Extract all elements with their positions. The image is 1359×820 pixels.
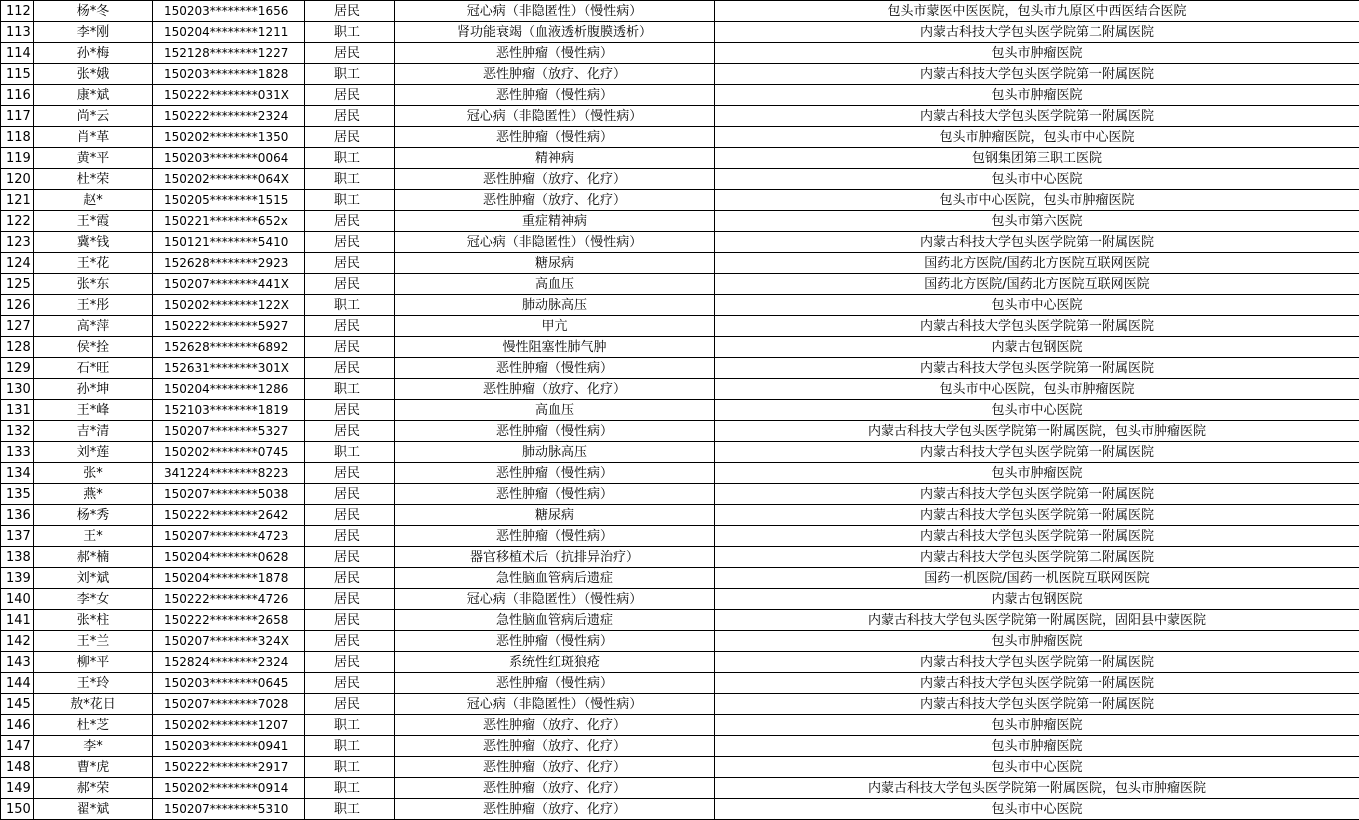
- hospital-cell: 包头市蒙医中医医院，包头市九原区中西医结合医院: [715, 1, 1359, 22]
- disease-cell: 冠心病（非隐匿性）（慢性病）: [395, 106, 715, 127]
- name-cell: 王*花: [34, 253, 153, 274]
- hospital-cell: 内蒙古科技大学包头医学院第一附属医院，包头市肿瘤医院: [715, 778, 1359, 799]
- table-row: [1, 400, 1359, 421]
- table-row: [1, 232, 1359, 253]
- id-number-cell: 150203********1828: [153, 64, 305, 85]
- row-number-cell: 131: [1, 400, 34, 421]
- id-number-cell: 150203********0645: [153, 673, 305, 694]
- id-number-cell: 150202********1207: [153, 715, 305, 736]
- hospital-cell: 内蒙古科技大学包头医学院第一附属医院: [715, 694, 1359, 715]
- id-number-cell: 150121********5410: [153, 232, 305, 253]
- row-number-cell: 150: [1, 799, 34, 820]
- name-cell: 石*旺: [34, 358, 153, 379]
- row-number-cell: 126: [1, 295, 34, 316]
- hospital-cell: 包头市中心医院: [715, 295, 1359, 316]
- table-row: [1, 379, 1359, 400]
- disease-cell: 恶性肿瘤（慢性病）: [395, 43, 715, 64]
- row-number-cell: 149: [1, 778, 34, 799]
- hospital-cell: 内蒙古科技大学包头医学院第一附属医院: [715, 232, 1359, 253]
- row-number-cell: 145: [1, 694, 34, 715]
- insured-type-cell: 居民: [305, 358, 395, 379]
- name-cell: 李*: [34, 736, 153, 757]
- table-row: [1, 85, 1359, 106]
- row-number-cell: 139: [1, 568, 34, 589]
- disease-cell: 恶性肿瘤（放疗、化疗）: [395, 736, 715, 757]
- row-number-cell: 144: [1, 673, 34, 694]
- insured-type-cell: 居民: [305, 232, 395, 253]
- name-cell: 高*萍: [34, 316, 153, 337]
- name-cell: 燕*: [34, 484, 153, 505]
- table-row: [1, 505, 1359, 526]
- disease-cell: 高血压: [395, 274, 715, 295]
- hospital-cell: 包头市第六医院: [715, 211, 1359, 232]
- insured-type-cell: 居民: [305, 400, 395, 421]
- row-number-cell: 134: [1, 463, 34, 484]
- name-cell: 郝*楠: [34, 547, 153, 568]
- table-row: [1, 106, 1359, 127]
- name-cell: 敖*花日: [34, 694, 153, 715]
- disease-cell: 慢性阻塞性肺气肿: [395, 337, 715, 358]
- table-row: [1, 43, 1359, 64]
- table-row: [1, 589, 1359, 610]
- name-cell: 张*: [34, 463, 153, 484]
- row-number-cell: 121: [1, 190, 34, 211]
- row-number-cell: 147: [1, 736, 34, 757]
- insured-type-cell: 职工: [305, 799, 395, 820]
- insured-type-cell: 职工: [305, 22, 395, 43]
- insured-type-cell: 职工: [305, 757, 395, 778]
- row-number-cell: 125: [1, 274, 34, 295]
- table-row: [1, 715, 1359, 736]
- name-cell: 王*兰: [34, 631, 153, 652]
- insured-type-cell: 居民: [305, 631, 395, 652]
- insured-type-cell: 居民: [305, 568, 395, 589]
- table-row: [1, 358, 1359, 379]
- hospital-cell: 内蒙古科技大学包头医学院第一附属医院: [715, 106, 1359, 127]
- name-cell: 王*峰: [34, 400, 153, 421]
- table-row: [1, 253, 1359, 274]
- disease-cell: 恶性肿瘤（慢性病）: [395, 127, 715, 148]
- name-cell: 王*彤: [34, 295, 153, 316]
- name-cell: 刘*斌: [34, 568, 153, 589]
- hospital-cell: 内蒙古科技大学包头医学院第一附属医院: [715, 64, 1359, 85]
- disease-cell: 恶性肿瘤（放疗、化疗）: [395, 799, 715, 820]
- disease-cell: 冠心病（非隐匿性）（慢性病）: [395, 232, 715, 253]
- table-row: [1, 190, 1359, 211]
- hospital-cell: 包头市肿瘤医院，包头市中心医院: [715, 127, 1359, 148]
- row-number-cell: 143: [1, 652, 34, 673]
- insured-type-cell: 居民: [305, 421, 395, 442]
- hospital-cell: 包钢集团第三职工医院: [715, 148, 1359, 169]
- row-number-cell: 138: [1, 547, 34, 568]
- hospital-cell: 包头市肿瘤医院: [715, 736, 1359, 757]
- disease-cell: 冠心病（非隐匿性）（慢性病）: [395, 694, 715, 715]
- name-cell: 黄*平: [34, 148, 153, 169]
- insured-type-cell: 居民: [305, 484, 395, 505]
- hospital-cell: 包头市肿瘤医院: [715, 715, 1359, 736]
- disease-cell: 高血压: [395, 400, 715, 421]
- row-number-cell: 140: [1, 589, 34, 610]
- hospital-cell: 国药北方医院/国药北方医院互联网医院: [715, 253, 1359, 274]
- insured-type-cell: 职工: [305, 169, 395, 190]
- row-number-cell: 142: [1, 631, 34, 652]
- insured-type-cell: 职工: [305, 64, 395, 85]
- insured-type-cell: 职工: [305, 148, 395, 169]
- id-number-cell: 150204********0628: [153, 547, 305, 568]
- table-row: [1, 547, 1359, 568]
- disease-cell: 冠心病（非隐匿性）（慢性病）: [395, 589, 715, 610]
- table-row: [1, 295, 1359, 316]
- name-cell: 李*女: [34, 589, 153, 610]
- disease-cell: 肺动脉高压: [395, 295, 715, 316]
- id-number-cell: 150222********2658: [153, 610, 305, 631]
- table-row: [1, 22, 1359, 43]
- id-number-cell: 150205********1515: [153, 190, 305, 211]
- table-row: [1, 1, 1359, 22]
- disease-cell: 恶性肿瘤（慢性病）: [395, 631, 715, 652]
- insured-type-cell: 居民: [305, 610, 395, 631]
- id-number-cell: 150207********5038: [153, 484, 305, 505]
- record-table-body: [1, 1, 1359, 820]
- disease-cell: 急性脑血管病后遗症: [395, 610, 715, 631]
- row-number-cell: 115: [1, 64, 34, 85]
- name-cell: 张*娥: [34, 64, 153, 85]
- row-number-cell: 141: [1, 610, 34, 631]
- insured-type-cell: 居民: [305, 694, 395, 715]
- id-number-cell: 150207********5310: [153, 799, 305, 820]
- disease-cell: 恶性肿瘤（慢性病）: [395, 526, 715, 547]
- hospital-cell: 包头市肿瘤医院: [715, 463, 1359, 484]
- id-number-cell: 150202********122X: [153, 295, 305, 316]
- id-number-cell: 150203********1656: [153, 1, 305, 22]
- id-number-cell: 150222********031X: [153, 85, 305, 106]
- disease-cell: 系统性红斑狼疮: [395, 652, 715, 673]
- name-cell: 冀*钱: [34, 232, 153, 253]
- table-row: [1, 169, 1359, 190]
- name-cell: 康*斌: [34, 85, 153, 106]
- disease-cell: 恶性肿瘤（放疗、化疗）: [395, 757, 715, 778]
- disease-cell: 恶性肿瘤（慢性病）: [395, 421, 715, 442]
- insured-type-cell: 居民: [305, 337, 395, 358]
- id-number-cell: 150202********064X: [153, 169, 305, 190]
- id-number-cell: 150204********1878: [153, 568, 305, 589]
- id-number-cell: 150203********0941: [153, 736, 305, 757]
- name-cell: 杜*荣: [34, 169, 153, 190]
- table-row: [1, 211, 1359, 232]
- name-cell: 张*柱: [34, 610, 153, 631]
- insured-type-cell: 职工: [305, 190, 395, 211]
- row-number-cell: 148: [1, 757, 34, 778]
- insured-type-cell: 居民: [305, 589, 395, 610]
- hospital-cell: 内蒙古科技大学包头医学院第一附属医院: [715, 505, 1359, 526]
- table-row: [1, 442, 1359, 463]
- insured-type-cell: 居民: [305, 505, 395, 526]
- table-row: [1, 652, 1359, 673]
- name-cell: 郝*荣: [34, 778, 153, 799]
- row-number-cell: 120: [1, 169, 34, 190]
- disease-cell: 冠心病（非隐匿性）（慢性病）: [395, 1, 715, 22]
- name-cell: 王*玲: [34, 673, 153, 694]
- id-number-cell: 150222********5927: [153, 316, 305, 337]
- name-cell: 刘*莲: [34, 442, 153, 463]
- insured-type-cell: 居民: [305, 274, 395, 295]
- hospital-cell: 内蒙古科技大学包头医学院第一附属医院: [715, 358, 1359, 379]
- table-row: [1, 799, 1359, 820]
- disease-cell: 恶性肿瘤（放疗、化疗）: [395, 778, 715, 799]
- name-cell: 张*东: [34, 274, 153, 295]
- name-cell: 李*刚: [34, 22, 153, 43]
- hospital-cell: 内蒙古科技大学包头医学院第一附属医院: [715, 442, 1359, 463]
- insured-type-cell: 职工: [305, 442, 395, 463]
- disease-cell: 恶性肿瘤（放疗、化疗）: [395, 64, 715, 85]
- name-cell: 侯*拴: [34, 337, 153, 358]
- table-row: [1, 526, 1359, 547]
- id-number-cell: 150202********0914: [153, 778, 305, 799]
- row-number-cell: 116: [1, 85, 34, 106]
- row-number-cell: 128: [1, 337, 34, 358]
- id-number-cell: 152103********1819: [153, 400, 305, 421]
- disease-cell: 恶性肿瘤（慢性病）: [395, 484, 715, 505]
- insured-type-cell: 居民: [305, 211, 395, 232]
- name-cell: 王*: [34, 526, 153, 547]
- name-cell: 翟*斌: [34, 799, 153, 820]
- hospital-cell: 包头市中心医院: [715, 400, 1359, 421]
- hospital-cell: 内蒙古包钢医院: [715, 337, 1359, 358]
- disease-cell: 肾功能衰竭（血液透析腹膜透析）: [395, 22, 715, 43]
- id-number-cell: 150207********441X: [153, 274, 305, 295]
- disease-cell: 恶性肿瘤（放疗、化疗）: [395, 169, 715, 190]
- insured-type-cell: 职工: [305, 778, 395, 799]
- hospital-cell: 内蒙古科技大学包头医学院第一附属医院: [715, 316, 1359, 337]
- name-cell: 杨*冬: [34, 1, 153, 22]
- name-cell: 肖*革: [34, 127, 153, 148]
- row-number-cell: 124: [1, 253, 34, 274]
- name-cell: 吉*清: [34, 421, 153, 442]
- table-row: [1, 631, 1359, 652]
- table-row: [1, 421, 1359, 442]
- table-row: [1, 778, 1359, 799]
- hospital-cell: 内蒙古科技大学包头医学院第二附属医院: [715, 22, 1359, 43]
- hospital-cell: 包头市中心医院，包头市肿瘤医院: [715, 379, 1359, 400]
- disease-cell: 重症精神病: [395, 211, 715, 232]
- name-cell: 杜*芝: [34, 715, 153, 736]
- disease-cell: 精神病: [395, 148, 715, 169]
- row-number-cell: 127: [1, 316, 34, 337]
- hospital-cell: 包头市中心医院: [715, 169, 1359, 190]
- insured-type-cell: 居民: [305, 652, 395, 673]
- id-number-cell: 150222********2642: [153, 505, 305, 526]
- id-number-cell: 341224********8223: [153, 463, 305, 484]
- id-number-cell: 150203********0064: [153, 148, 305, 169]
- row-number-cell: 132: [1, 421, 34, 442]
- row-number-cell: 112: [1, 1, 34, 22]
- table-row: [1, 694, 1359, 715]
- insured-type-cell: 职工: [305, 736, 395, 757]
- table-row: [1, 127, 1359, 148]
- id-number-cell: 152628********6892: [153, 337, 305, 358]
- id-number-cell: 152628********2923: [153, 253, 305, 274]
- table-row: [1, 757, 1359, 778]
- id-number-cell: 152824********2324: [153, 652, 305, 673]
- id-number-cell: 150202********1350: [153, 127, 305, 148]
- name-cell: 柳*平: [34, 652, 153, 673]
- disease-cell: 恶性肿瘤（慢性病）: [395, 463, 715, 484]
- table-row: [1, 463, 1359, 484]
- name-cell: 曹*虎: [34, 757, 153, 778]
- hospital-cell: 内蒙古包钢医院: [715, 589, 1359, 610]
- table-row: [1, 316, 1359, 337]
- table-row: [1, 274, 1359, 295]
- disease-cell: 恶性肿瘤（慢性病）: [395, 358, 715, 379]
- hospital-cell: 内蒙古科技大学包头医学院第一附属医院: [715, 673, 1359, 694]
- hospital-cell: 包头市肿瘤医院: [715, 43, 1359, 64]
- insured-type-cell: 居民: [305, 127, 395, 148]
- name-cell: 赵*: [34, 190, 153, 211]
- disease-cell: 甲亢: [395, 316, 715, 337]
- row-number-cell: 136: [1, 505, 34, 526]
- table-row: [1, 484, 1359, 505]
- id-number-cell: 150222********2917: [153, 757, 305, 778]
- hospital-cell: 内蒙古科技大学包头医学院第二附属医院: [715, 547, 1359, 568]
- row-number-cell: 129: [1, 358, 34, 379]
- insured-type-cell: 职工: [305, 715, 395, 736]
- table-row: [1, 610, 1359, 631]
- row-number-cell: 118: [1, 127, 34, 148]
- hospital-cell: 内蒙古科技大学包头医学院第一附属医院: [715, 652, 1359, 673]
- disease-cell: 肺动脉高压: [395, 442, 715, 463]
- id-number-cell: 150207********7028: [153, 694, 305, 715]
- insured-type-cell: 居民: [305, 526, 395, 547]
- name-cell: 王*霞: [34, 211, 153, 232]
- name-cell: 孙*坤: [34, 379, 153, 400]
- name-cell: 杨*秀: [34, 505, 153, 526]
- id-number-cell: 150221********652x: [153, 211, 305, 232]
- insured-type-cell: 居民: [305, 316, 395, 337]
- id-number-cell: 150222********2324: [153, 106, 305, 127]
- table-row: [1, 736, 1359, 757]
- row-number-cell: 130: [1, 379, 34, 400]
- name-cell: 尚*云: [34, 106, 153, 127]
- insured-type-cell: 职工: [305, 379, 395, 400]
- insured-type-cell: 居民: [305, 85, 395, 106]
- id-number-cell: 150202********0745: [153, 442, 305, 463]
- disease-cell: 恶性肿瘤（慢性病）: [395, 85, 715, 106]
- table-row: [1, 337, 1359, 358]
- row-number-cell: 137: [1, 526, 34, 547]
- disease-cell: 恶性肿瘤（慢性病）: [395, 673, 715, 694]
- disease-cell: 器官移植术后（抗排异治疗）: [395, 547, 715, 568]
- hospital-cell: 内蒙古科技大学包头医学院第一附属医院，固阳县中蒙医院: [715, 610, 1359, 631]
- row-number-cell: 113: [1, 22, 34, 43]
- disease-cell: 糖尿病: [395, 505, 715, 526]
- table-row: [1, 148, 1359, 169]
- id-number-cell: 150204********1211: [153, 22, 305, 43]
- id-number-cell: 150207********4723: [153, 526, 305, 547]
- hospital-cell: 内蒙古科技大学包头医学院第一附属医院: [715, 526, 1359, 547]
- hospital-cell: 包头市中心医院: [715, 799, 1359, 820]
- insured-type-cell: 居民: [305, 106, 395, 127]
- id-number-cell: 152631********301X: [153, 358, 305, 379]
- table-row: [1, 64, 1359, 85]
- disease-cell: 糖尿病: [395, 253, 715, 274]
- hospital-cell: 国药一机医院/国药一机医院互联网医院: [715, 568, 1359, 589]
- id-number-cell: 150207********5327: [153, 421, 305, 442]
- insured-type-cell: 居民: [305, 43, 395, 64]
- disease-cell: 恶性肿瘤（放疗、化疗）: [395, 190, 715, 211]
- row-number-cell: 135: [1, 484, 34, 505]
- hospital-cell: 包头市中心医院，包头市肿瘤医院: [715, 190, 1359, 211]
- insured-type-cell: 居民: [305, 1, 395, 22]
- row-number-cell: 123: [1, 232, 34, 253]
- insured-type-cell: 居民: [305, 673, 395, 694]
- id-number-cell: 150222********4726: [153, 589, 305, 610]
- insured-type-cell: 职工: [305, 295, 395, 316]
- id-number-cell: 150204********1286: [153, 379, 305, 400]
- row-number-cell: 146: [1, 715, 34, 736]
- table-row: [1, 673, 1359, 694]
- insured-type-cell: 居民: [305, 547, 395, 568]
- hospital-cell: 内蒙古科技大学包头医学院第一附属医院: [715, 484, 1359, 505]
- insured-type-cell: 居民: [305, 463, 395, 484]
- hospital-cell: 包头市肿瘤医院: [715, 631, 1359, 652]
- row-number-cell: 122: [1, 211, 34, 232]
- hospital-cell: 包头市肿瘤医院: [715, 85, 1359, 106]
- row-number-cell: 114: [1, 43, 34, 64]
- insured-type-cell: 居民: [305, 253, 395, 274]
- row-number-cell: 119: [1, 148, 34, 169]
- disease-cell: 恶性肿瘤（放疗、化疗）: [395, 715, 715, 736]
- disease-cell: 急性脑血管病后遗症: [395, 568, 715, 589]
- row-number-cell: 133: [1, 442, 34, 463]
- hospital-cell: 包头市中心医院: [715, 757, 1359, 778]
- table-row: [1, 568, 1359, 589]
- hospital-cell: 国药北方医院/国药北方医院互联网医院: [715, 274, 1359, 295]
- hospital-cell: 内蒙古科技大学包头医学院第一附属医院，包头市肿瘤医院: [715, 421, 1359, 442]
- id-number-cell: 152128********1227: [153, 43, 305, 64]
- row-number-cell: 117: [1, 106, 34, 127]
- disease-cell: 恶性肿瘤（放疗、化疗）: [395, 379, 715, 400]
- id-number-cell: 150207********324X: [153, 631, 305, 652]
- name-cell: 孙*梅: [34, 43, 153, 64]
